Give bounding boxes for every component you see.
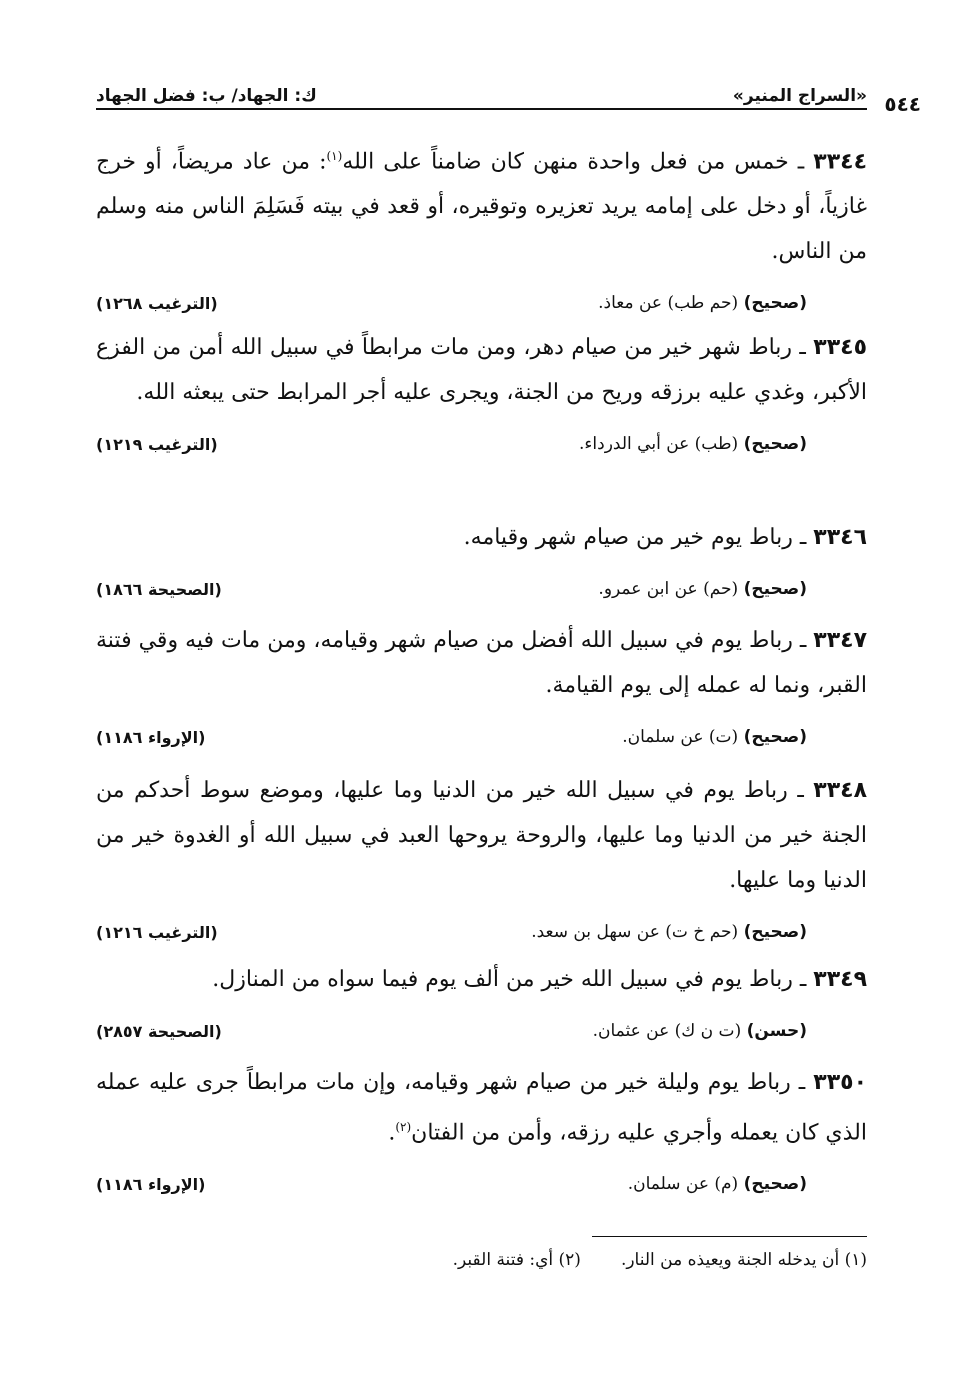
hadith-entry-3345: [96, 325, 867, 459]
hadith-grade: (صحيح): [743, 727, 807, 747]
source-line: [96, 722, 867, 752]
hadith-text: ٣٣٤٧ ـ رباط يوم في سبيل الله أفضل من صيام شهر وقيامه، ومن مات فيه وقي فتنة القبر، ونما له عمله إلى يوم القيامة.: [96, 628, 867, 698]
chapter-title: ك: الجهاد/ ب: فضل الجهاد: [96, 86, 317, 106]
source-line: [96, 574, 867, 604]
hadith-entry-3344: [96, 134, 867, 318]
hadith-grade: (حسن): [746, 1021, 807, 1041]
header-rule: [96, 108, 867, 110]
hadith-grade: (صحيح): [743, 293, 807, 314]
hadith-source: (ت) عن سلمان.: [622, 727, 739, 747]
hadith-text: ٣٣٤٤ ـ خمس من فعل واحدة منهن كان ضامناً على الله$^{(١)}$: من عاد مريضاً، أو خرج غازياً، أو دخل على إمامه يريد تعزيره وتوقيره، أو قعد في بيته فَسَلِمَ الناس منه وسلم من الناس.: [96, 149, 867, 265]
footnote-1: (١) أن يدخله الجنة ويعيذه من النار.: [620, 1250, 867, 1270]
footnote-mark: (١): [326, 149, 343, 163]
hadith-reference: (الصحيحة ٢٨٥٧): [96, 1021, 222, 1041]
hadith-text: ٣٣٤٨ ـ رباط يوم في سبيل الله خير من الدنيا وما عليها، وموضع سوط أحدكم من الجنة خير من الدنيا وما عليها، والروحة يروحها العبد في سبيل الله أو الغدوة خير من الدنيا وما عليها.: [96, 778, 867, 893]
source-line: [96, 288, 867, 318]
source-line: [96, 429, 867, 459]
hadith-source: (م) عن سلمان.: [627, 1174, 739, 1195]
source-line: [96, 1016, 867, 1046]
hadith-number: ٣٣٥٠: [813, 1070, 867, 1095]
hadith-number: ٣٣٤٤: [813, 149, 867, 175]
hadith-reference: (الإرواء ١١٨٦): [96, 1174, 206, 1194]
footnotes: [96, 1250, 867, 1270]
hadith-text: ٣٣٤٥ ـ رباط شهر خير من صيام دهر، ومن مات مرابطاً في سبيل الله أمن من الفزع الأكبر، وغدي عليه برزقه وريح من الجنة، ويجرى عليه أجر المرابط حتى يبعثه الله.: [96, 335, 867, 405]
hadith-source: (ت ن ك) عن عثمان.: [592, 1021, 742, 1041]
hadith-source: (حم طب) عن معاذ.: [598, 293, 739, 314]
hadith-number: ٣٣٤٨: [813, 778, 867, 803]
source-line: [96, 917, 867, 947]
running-header: [96, 74, 867, 106]
hadith-reference: (الترغيب ١٢١٦): [96, 922, 218, 942]
hadith-source: (حم خ ت) عن سهل بن سعد.: [531, 922, 739, 942]
book-title: «السراج المنير»: [732, 86, 867, 106]
hadith-reference: (الصحيحة ١٨٦٦): [96, 579, 222, 599]
hadith-reference: (الإرواء ١١٨٦): [96, 727, 206, 747]
hadith-grade: (صحيح): [743, 1174, 807, 1195]
footnote-2: (٢) أي: فتنة القبر.: [452, 1250, 581, 1270]
hadith-grade: (صحيح): [743, 579, 807, 599]
hadith-entry-3349: [96, 957, 867, 1046]
page-number: ٥٤٤: [884, 92, 921, 116]
hadith-grade: (صحيح): [743, 922, 807, 942]
hadith-number: ٣٣٤٩: [813, 967, 867, 992]
hadith-number: ٣٣٤٧: [813, 628, 867, 653]
hadith-source: (طب) عن أبي الدرداء.: [579, 434, 739, 454]
footnote-rule: [592, 1236, 867, 1237]
hadith-source: (حم) عن ابن عمرو.: [598, 579, 739, 599]
hadith-entry-3346: [96, 515, 867, 604]
hadith-entry-3348: [96, 768, 867, 947]
hadith-number: ٣٣٤٦: [813, 525, 867, 550]
hadith-text: ٣٣٤٦ ـ رباط يوم خير من صيام شهر وقيامه.: [463, 525, 867, 550]
footnote-mark: (٢): [395, 1120, 412, 1134]
hadith-text: ٣٣٤٩ ـ رباط يوم في سبيل الله خير من ألف يوم فيما سواه من المنازل.: [212, 967, 867, 992]
hadith-number: ٣٣٤٥: [813, 335, 867, 360]
hadith-entry-3350: [96, 1060, 867, 1199]
hadith-entry-3347: [96, 618, 867, 752]
hadith-text: ٣٣٥٠ ـ رباط يوم وليلة خير من صيام شهر وقيامه، وإن مات مرابطاً جرى عليه عمله الذي كان يعمله وأجري عليه رزقه، وأمن من الفتان$^{(٢)}$.: [96, 1070, 867, 1146]
hadith-reference: (الترغيب ١٢٦٨): [96, 293, 218, 313]
hadith-grade: (صحيح): [743, 434, 807, 454]
hadith-reference: (الترغيب ١٢١٩): [96, 434, 218, 454]
source-line: [96, 1169, 867, 1199]
